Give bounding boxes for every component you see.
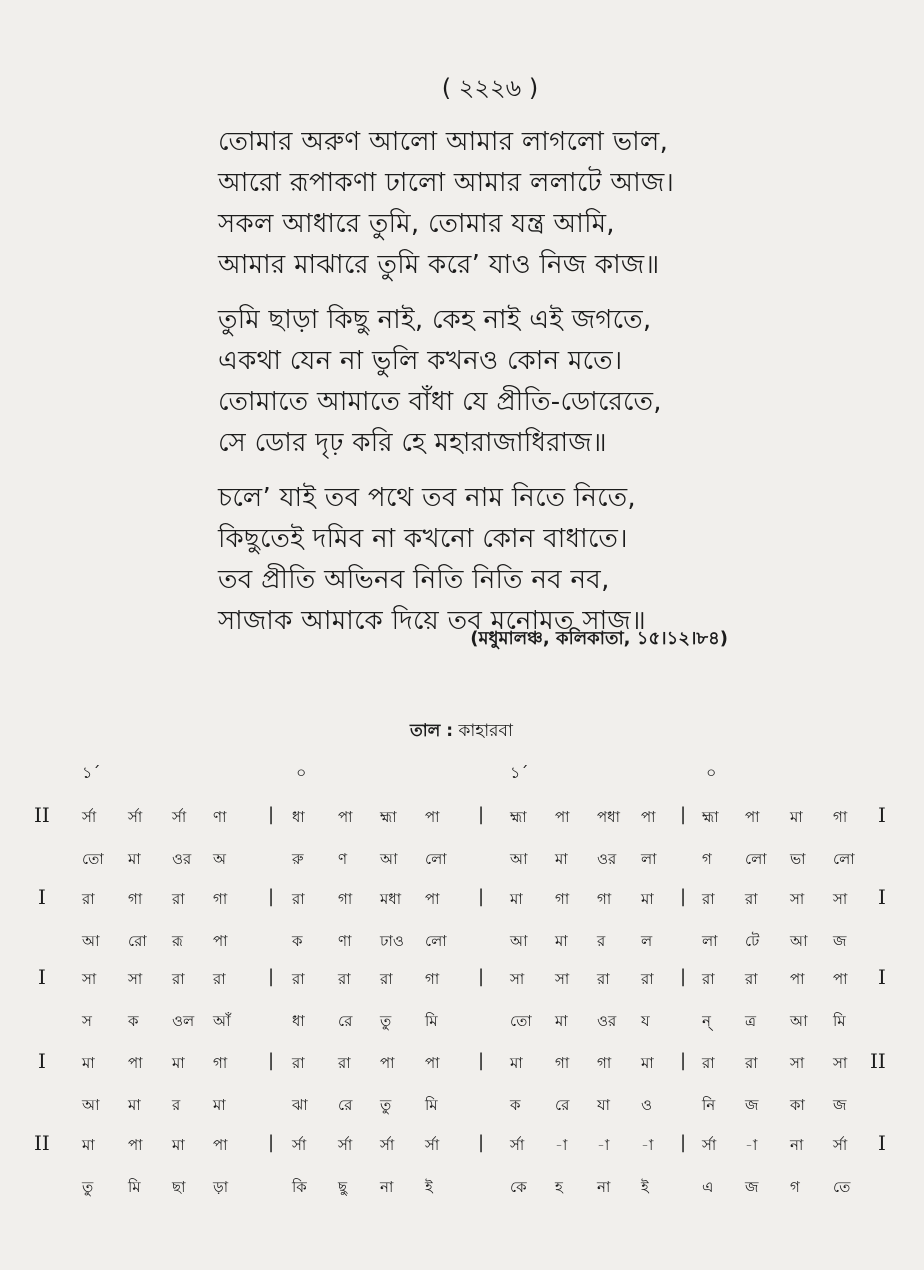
lyric-syllable: ওল [172,1012,195,1030]
swara-note: মা [641,890,654,908]
swara-note: গা [338,890,353,908]
row-start-mark: I [38,1049,46,1073]
lyric-syllable: কে [510,1178,527,1196]
lyric-syllable: র [172,1096,181,1114]
swara-note: পা [380,1054,395,1072]
poem-stanza [218,300,898,464]
lyric-syllable: জ [833,932,847,950]
swara-note: পা [641,808,656,826]
row-start-mark: II [34,1131,50,1155]
lyric-syllable: আ [82,1096,100,1114]
taal-label: তাল : [410,721,454,741]
swara-note: গা [213,890,228,908]
lyric-syllable: মা [213,1096,226,1114]
swara-note: মা [82,1136,95,1154]
lyric-syllable: না [597,1178,611,1196]
swara-note: না [790,1136,804,1154]
lyric-syllable: মি [425,1096,438,1114]
swara-note: র্সা [833,1136,848,1154]
bar-line: | [478,1132,485,1153]
swara-note: পা [338,808,353,826]
swara-note: র্সা [380,1136,395,1154]
poem-line: সে ডোর দৃঢ় করি হে মহারাজাধিরাজ॥ [218,428,607,458]
lyric-row [0,930,924,960]
lyric-syllable: ভা [790,850,806,868]
row-end-mark: II [870,1049,886,1073]
row-end-mark: I [878,965,886,989]
swara-note: পা [425,890,440,908]
poem-source: (মধুমালঞ্চ, কলিকাতা, ১৫।১২।৮৪) [470,628,728,649]
swara-note: পা [128,1054,143,1072]
swara-note: হ্মা [510,808,527,826]
swara-note: -া [641,1136,654,1154]
poem-stanza [218,478,898,642]
poem-line: সকল আধারে তুমি, তোমার যন্ত্র আমি, [218,209,615,239]
bar-line: | [268,1050,275,1071]
swara-row [0,1131,924,1164]
lyric-syllable: ওর [597,850,617,868]
page-number: ( ২২২৬ ) [441,74,539,102]
lyric-syllable: লা [641,850,657,868]
bar-line: | [680,886,687,907]
lyric-syllable: ক [292,932,303,950]
lyric-syllable: লো [745,850,767,868]
swara-note: পা [425,1054,440,1072]
swara-note: মা [172,1136,185,1154]
poem-line: তুমি ছাড়া কিছু নাই, কেহ নাই এই জগতে, [218,305,652,335]
swara-note: রা [292,970,305,988]
swara-note: পা [833,970,848,988]
lyric-syllable: মা [555,932,568,950]
lyric-syllable: র [597,932,606,950]
beat-mark: ০ [706,763,717,782]
lyric-syllable: লা [702,932,718,950]
poem-line: একথা যেন না ভুলি কখনও কোন মতে। [218,346,623,376]
poem-line: তোমাতে আমাতে বাঁধা যে প্রীতি-ডোরেতে, [218,387,662,417]
row-end-mark: I [878,803,886,827]
lyric-syllable: আ [790,932,808,950]
swara-note: মা [510,1054,523,1072]
swara-note: রা [702,1054,715,1072]
swara-note: র্সা [292,1136,307,1154]
swara-note: গা [213,1054,228,1072]
lyric-syllable: আ [82,932,100,950]
lyric-syllable: গ [790,1178,800,1196]
lyric-syllable: য [641,1012,650,1030]
lyric-syllable: ল [641,932,653,950]
lyric-syllable: আঁ [213,1012,231,1030]
lyric-syllable: তু [380,1096,392,1114]
lyric-syllable: ধা [292,1012,305,1030]
bar-line: | [268,966,275,987]
swara-note: মা [510,890,523,908]
swara-note: সা [833,1054,848,1072]
lyric-syllable: লো [833,850,855,868]
row-start-mark: I [38,885,46,909]
bar-line: | [478,966,485,987]
swara-note: র্সা [338,1136,353,1154]
swara-note: সা [833,890,848,908]
swara-note: রা [338,1054,351,1072]
lyric-row [0,1176,924,1206]
lyric-syllable: রু [292,850,304,868]
bar-line: | [680,1132,687,1153]
swara-note: রা [702,890,715,908]
lyric-syllable: রূ [172,932,183,950]
poem-line: আরো রূপাকণা ঢালো আমার ললাটে আজ। [218,168,675,198]
lyric-syllable: মা [128,850,141,868]
swara-note: র্সা [702,1136,717,1154]
bar-line: | [680,1050,687,1071]
swara-note: -া [597,1136,610,1154]
swara-note: রা [213,970,226,988]
swara-note: পা [745,808,760,826]
lyric-syllable: ক [510,1096,521,1114]
swara-note: র্সা [82,808,97,826]
beat-mark: ১´ [82,763,101,782]
lyric-syllable: তে [833,1178,851,1196]
swara-note: -া [745,1136,758,1154]
lyric-syllable: নি [702,1096,716,1114]
row-start-mark: I [38,965,46,989]
swara-note: গা [128,890,143,908]
lyric-syllable: লো [425,850,447,868]
lyric-syllable: ছু [338,1178,348,1196]
lyric-syllable: তু [380,1012,392,1030]
lyric-syllable: মি [425,1012,438,1030]
row-end-mark: I [878,1131,886,1155]
swara-note: রা [745,890,758,908]
swara-note: হ্মা [380,808,397,826]
taal-name: কাহারবা [458,721,513,741]
bar-line: | [478,804,485,825]
lyric-syllable: জ [745,1178,759,1196]
swara-note: গা [833,808,848,826]
swara-note: সা [790,1054,805,1072]
swara-note: গা [555,890,570,908]
lyric-syllable: না [380,1178,394,1196]
poem-line: তোমার অরুণ আলো আমার লাগলো ভাল, [218,127,669,157]
lyric-syllable: মি [833,1012,846,1030]
bar-line: | [268,886,275,907]
swara-note: সা [510,970,525,988]
lyric-syllable: আ [510,932,528,950]
swara-note: মা [82,1054,95,1072]
lyric-syllable: হ [555,1178,563,1196]
swara-note: রা [745,1054,758,1072]
lyric-syllable: রে [555,1096,570,1114]
lyric-syllable: ঝা [292,1096,308,1114]
swara-note: গা [425,970,440,988]
swara-note: গা [555,1054,570,1072]
lyric-syllable: তু [82,1178,94,1196]
swara-row [0,1049,924,1082]
lyric-syllable: জ [833,1096,847,1114]
swara-row [0,803,924,836]
lyric-syllable: লো [425,932,447,950]
swara-note: রা [292,890,305,908]
lyric-syllable: ওর [597,1012,617,1030]
swara-note: মা [790,808,803,826]
swara-note: মা [641,1054,654,1072]
lyric-syllable: কা [790,1096,805,1114]
lyric-syllable: যা [597,1096,610,1114]
lyric-syllable: ই [641,1178,649,1196]
swara-note: রা [172,890,185,908]
swara-note: -া [555,1136,568,1154]
swara-note: পা [555,808,570,826]
lyric-syllable: গ [702,850,712,868]
bar-line: | [268,1132,275,1153]
swara-note: মধা [380,890,402,908]
lyric-syllable: ই [425,1178,433,1196]
swara-note: রা [338,970,351,988]
swara-note: ধা [292,808,305,826]
lyric-syllable: তো [82,850,104,868]
lyric-syllable: মা [555,1012,568,1030]
row-end-mark: I [878,885,886,909]
swara-row [0,965,924,998]
lyric-syllable: ঢাও [380,932,404,950]
lyric-syllable: মি [128,1178,141,1196]
poem-stanza [218,122,898,286]
bar-line: | [680,966,687,987]
poem-line: তব প্রীতি অভিনব নিতি নিতি নব নব, [218,565,610,595]
swara-note: র্সা [425,1136,440,1154]
lyric-syllable: রে [338,1012,353,1030]
lyric-syllable: ড়া [213,1178,229,1196]
lyric-syllable: রে [338,1096,353,1114]
swara-note: পা [128,1136,143,1154]
lyric-syllable: ন্ [702,1012,711,1030]
swara-note: গা [597,890,612,908]
lyric-syllable: স [82,1012,92,1030]
swara-note: রা [597,970,610,988]
poem-line: সাজাক আমাকে দিয়ে তব মনোমত সাজ॥ [218,606,646,636]
lyric-syllable: এ [702,1178,714,1196]
swara-note: রা [380,970,393,988]
swara-note: সা [555,970,570,988]
swara-row [0,885,924,918]
beat-mark: ০ [296,763,307,782]
swara-note: র্সা [510,1136,525,1154]
swara-note: র্সা [128,808,143,826]
lyric-syllable: আ [510,850,528,868]
lyric-syllable: পা [213,932,228,950]
swara-note: রা [82,890,95,908]
swara-note: মা [172,1054,185,1072]
bar-line: | [478,886,485,907]
swara-note: রা [172,970,185,988]
lyric-syllable: আ [790,1012,808,1030]
lyric-syllable: কি [292,1178,307,1196]
swara-note: গা [597,1054,612,1072]
swara-note: পা [425,808,440,826]
swara-note: ণা [213,808,227,826]
swara-note: রা [745,970,758,988]
swara-note: রা [641,970,654,988]
swara-note: সা [128,970,143,988]
lyric-syllable: মা [555,850,568,868]
lyric-syllable: অ [213,850,226,868]
poem-line: চলে’ যাই তব পথে তব নাম নিতে নিতে, [218,483,636,513]
lyric-syllable: রো [128,932,147,950]
lyric-syllable: জ [745,1096,759,1114]
lyric-row [0,1094,924,1124]
lyric-syllable: ণা [338,932,352,950]
lyric-syllable: আ [380,850,398,868]
poem [218,122,898,656]
swara-note: রা [702,970,715,988]
lyric-syllable: ও [641,1096,653,1114]
swara-note: সা [790,890,805,908]
lyric-syllable: ছা [172,1178,186,1196]
lyric-syllable: ণ [338,850,348,868]
lyric-syllable: ক [128,1012,139,1030]
swara-note: পধা [597,808,620,826]
beat-mark: ১´ [510,763,529,782]
poem-line: আমার মাঝারে তুমি করে’ যাও নিজ কাজ॥ [218,250,660,280]
lyric-syllable: টে [745,932,760,950]
row-start-mark: II [34,803,50,827]
bar-line: | [268,804,275,825]
swara-note: পা [790,970,805,988]
swara-note: পা [213,1136,228,1154]
swara-note: সা [82,970,97,988]
lyric-syllable: তো [510,1012,532,1030]
lyric-row [0,1010,924,1040]
lyric-syllable: মা [128,1096,141,1114]
lyric-syllable: ওর [172,850,192,868]
swara-note: রা [292,1054,305,1072]
lyric-syllable: ত্র [745,1012,757,1030]
lyric-row [0,848,924,878]
swara-note: হ্মা [702,808,719,826]
taal-heading [410,718,513,746]
swara-note: র্সা [172,808,187,826]
poem-line: কিছুতেই দমিব না কখনো কোন বাধাতে। [218,524,628,554]
bar-line: | [680,804,687,825]
bar-line: | [478,1050,485,1071]
